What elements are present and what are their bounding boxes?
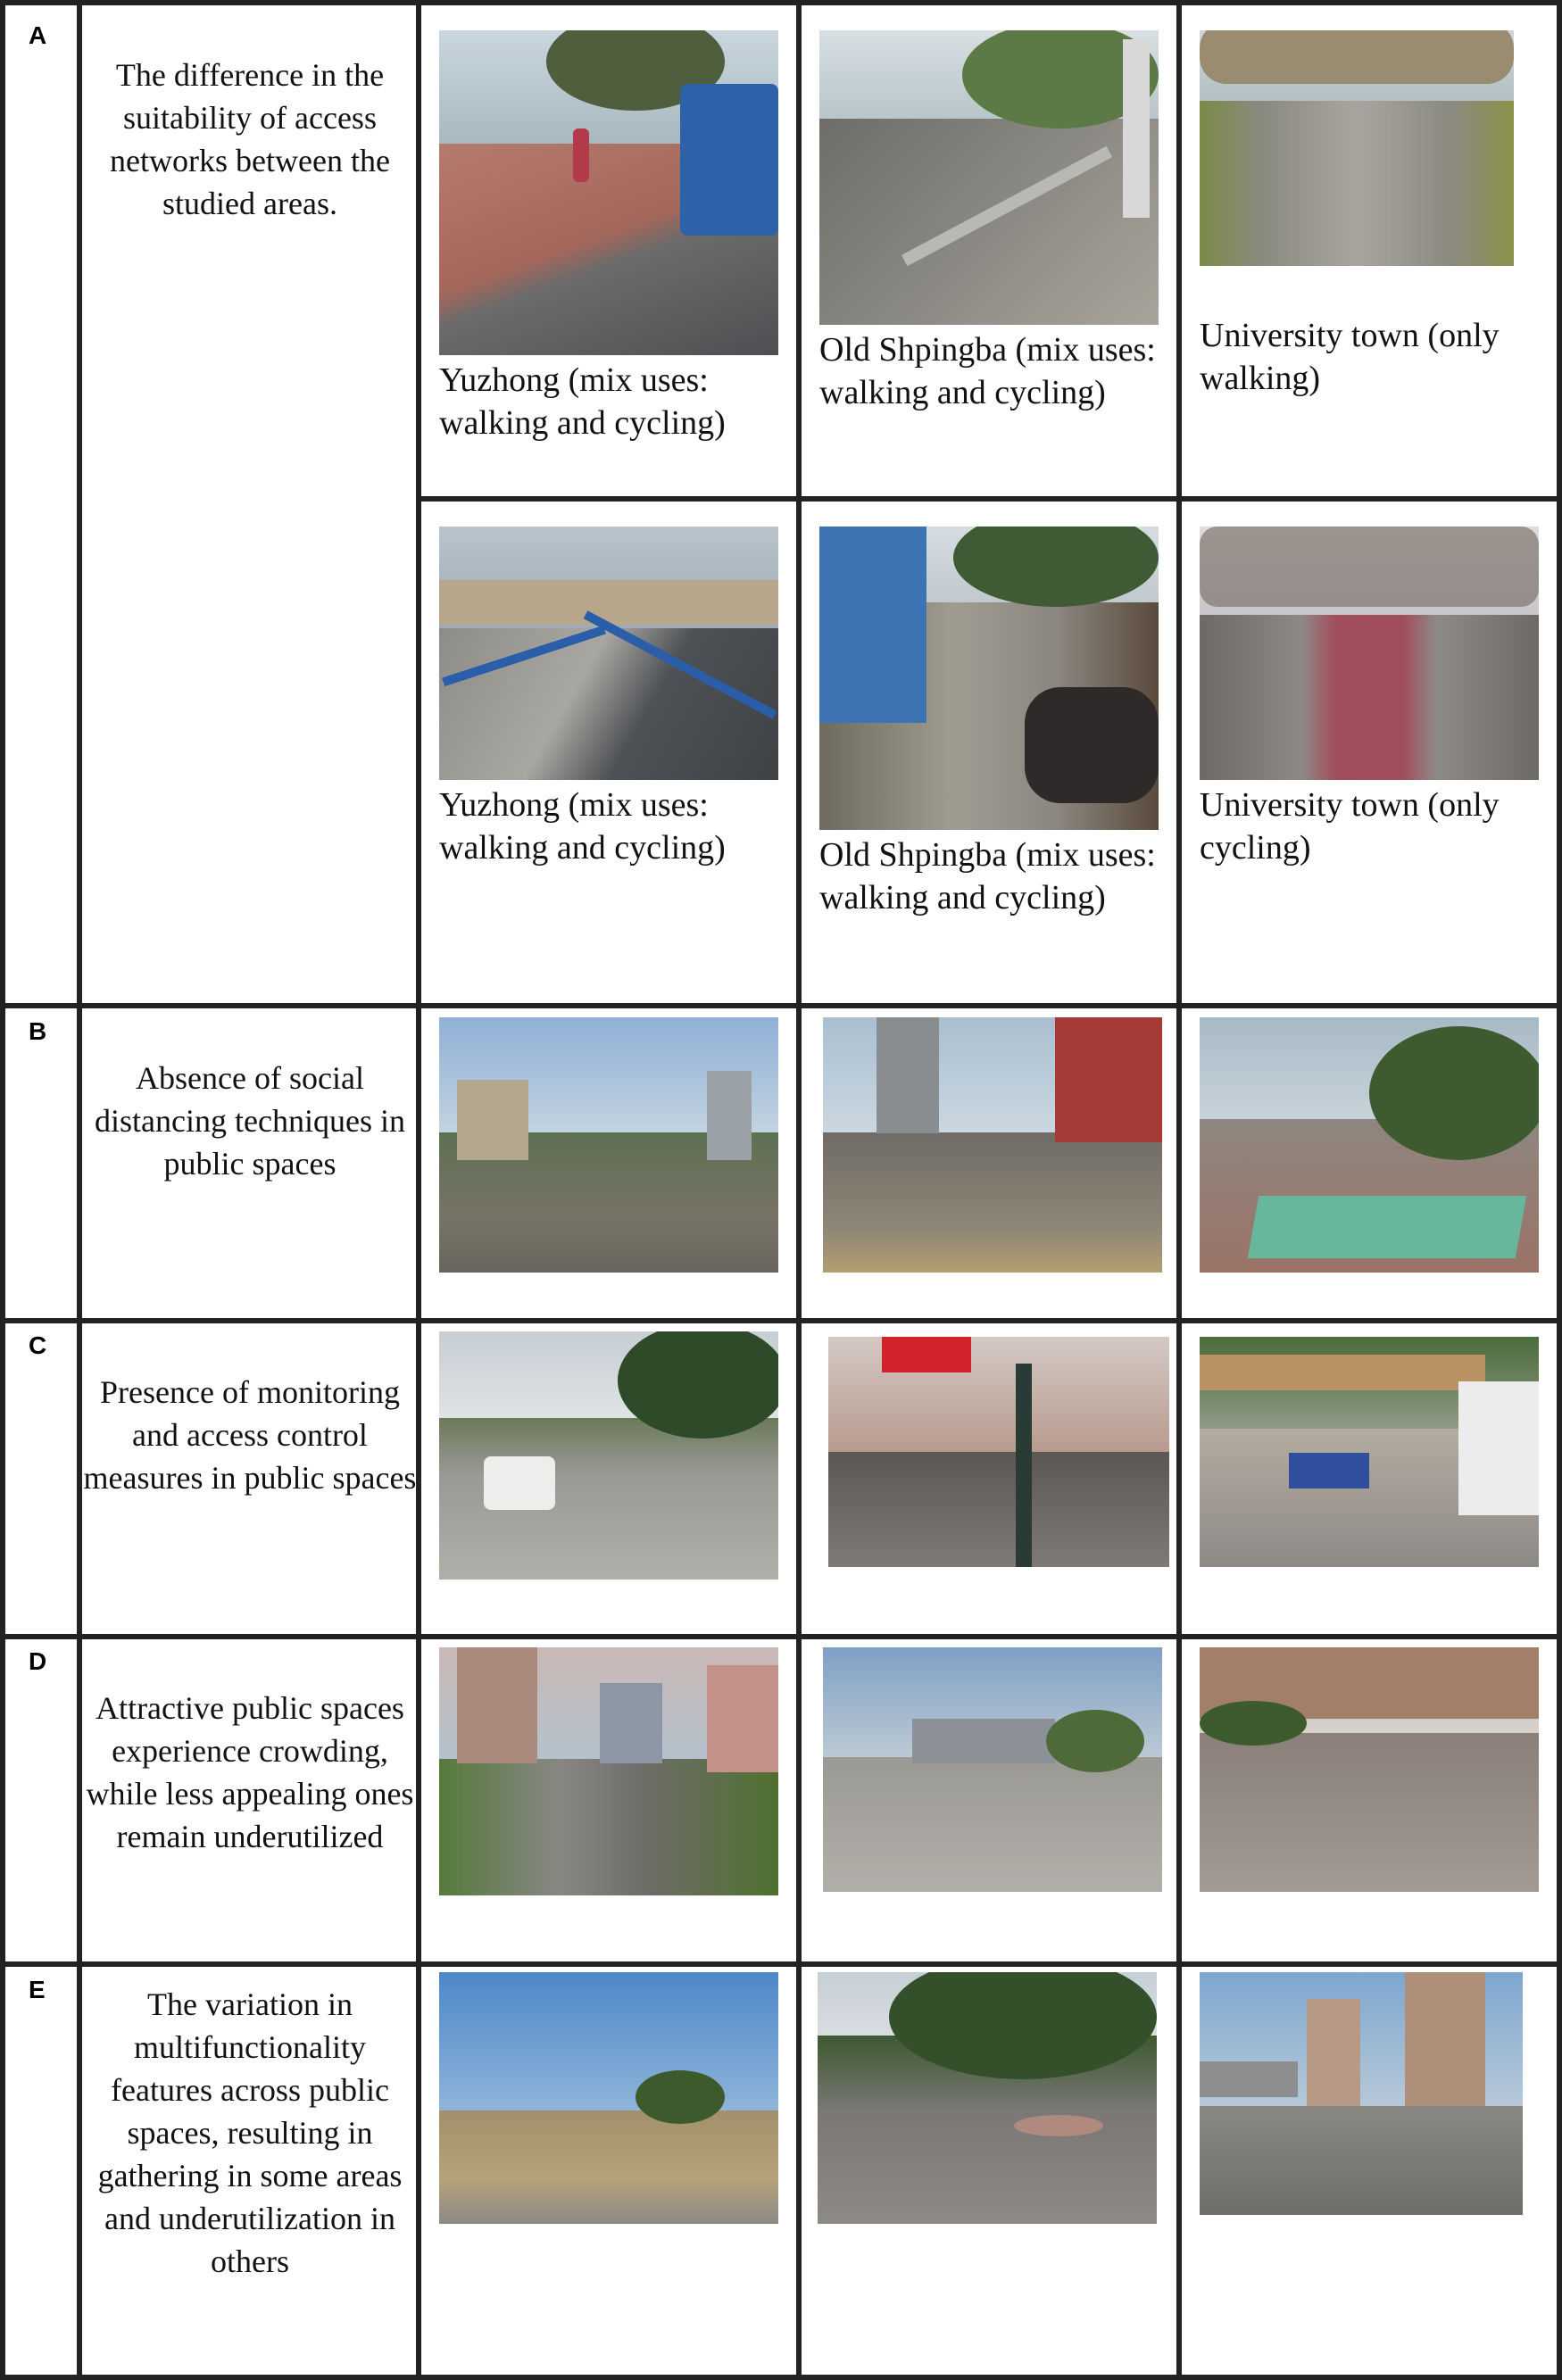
photo-c-1 <box>439 1331 778 1580</box>
photo-e-2 <box>818 1972 1157 2224</box>
col-divider-3 <box>796 0 802 2380</box>
photo-a-yuzhong-bridge <box>439 527 778 780</box>
caption-a-top-2: Old Shpingba (mix uses: walking and cycling) <box>819 331 1156 411</box>
photo-b-3 <box>1200 1017 1539 1273</box>
row-a-description: The difference in the suitability of access networks between the studied areas. <box>110 57 390 221</box>
row-b-description: Absence of social distancing techniques in public spaces <box>95 1060 405 1182</box>
border-top <box>0 0 1562 5</box>
row-divider-cd <box>0 1634 1562 1639</box>
row-letter-b: B <box>29 1017 47 1045</box>
photo-b-1 <box>439 1017 778 1273</box>
row-divider-de <box>0 1961 1562 1967</box>
caption-a-top-3: University town (only walking) <box>1200 317 1500 397</box>
row-letter-d: D <box>29 1647 47 1675</box>
caption-a-top-1: Yuzhong (mix uses: walking and cycling) <box>439 361 726 442</box>
row-letter-a: A <box>29 21 47 49</box>
caption-a-bottom-3: University town (only cycling) <box>1200 786 1500 867</box>
photo-c-3 <box>1200 1337 1539 1567</box>
col-divider-4 <box>1176 0 1182 2380</box>
photo-d-2 <box>823 1647 1162 1892</box>
row-c-description: Presence of monitoring and access control measures in public spaces <box>83 1374 417 1496</box>
row-divider-bc <box>0 1318 1562 1323</box>
photo-a-university-town-bike-lane <box>1200 527 1539 780</box>
photo-d-3 <box>1200 1647 1539 1892</box>
caption-a-bottom-2: Old Shpingba (mix uses: walking and cycling) <box>819 836 1156 916</box>
row-d-description: Attractive public spaces experience crowding, while less appealing ones remain underutilized <box>86 1690 414 1854</box>
border-bottom <box>0 2375 1562 2380</box>
row-a-inner-divider <box>416 496 1562 502</box>
border-right <box>1557 0 1562 2380</box>
photo-e-3 <box>1200 1972 1523 2215</box>
photo-a-old-shapingba-street <box>819 30 1159 325</box>
photo-d-1 <box>439 1647 778 1895</box>
border-left <box>0 0 5 2380</box>
row-e-description: The variation in multifunctionality features across public spaces, resulting in gathering in some areas and underutilization in others <box>97 1986 403 2279</box>
row-letter-c: C <box>29 1331 47 1359</box>
photo-c-2 <box>828 1337 1169 1567</box>
caption-a-bottom-1: Yuzhong (mix uses: walking and cycling) <box>439 786 726 867</box>
photo-e-1 <box>439 1972 778 2224</box>
photo-a-university-town-walkway <box>1200 30 1514 266</box>
row-divider-ab <box>0 1003 1562 1008</box>
photo-a-yuzhong-street <box>439 30 778 355</box>
photo-a-old-shapingba-sidewalk <box>819 527 1159 830</box>
photo-b-2 <box>823 1017 1162 1273</box>
row-letter-e: E <box>29 1976 46 2003</box>
